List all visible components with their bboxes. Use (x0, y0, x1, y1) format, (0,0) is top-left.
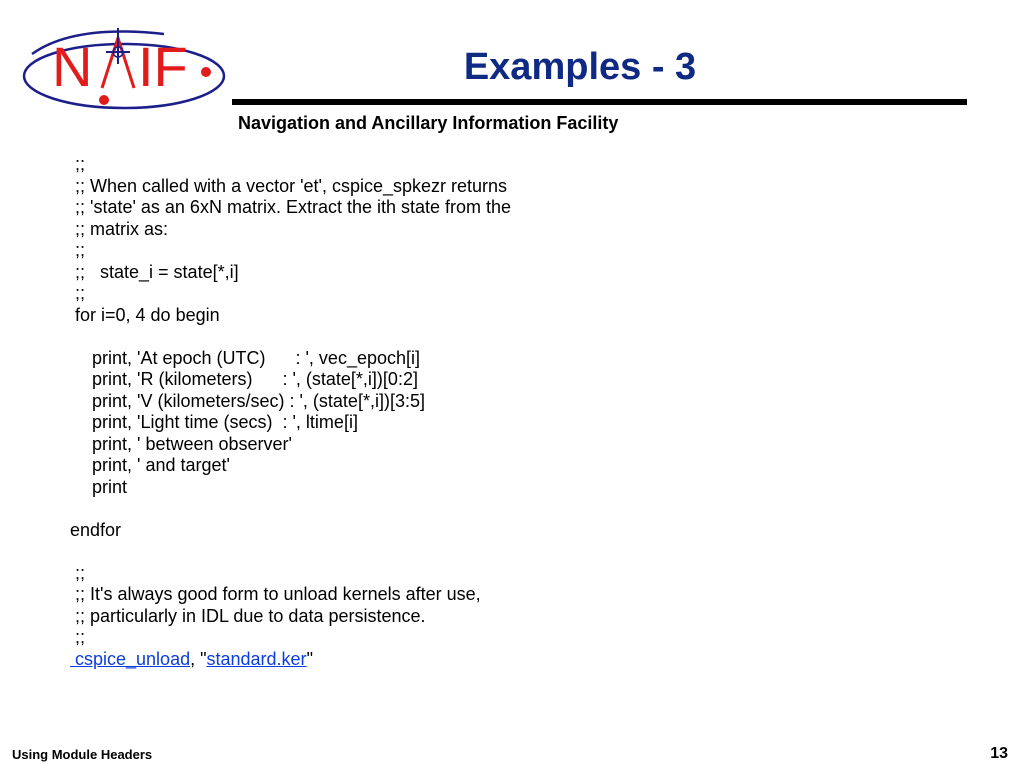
code-line: ;; (75, 154, 86, 174)
code-line-blank (0, 326, 900, 348)
code-line: for i=0, 4 do begin (75, 304, 220, 325)
logo-text-if: IF (138, 35, 188, 98)
code-end-quote: " (306, 648, 313, 669)
code-line: ;; particularly in IDL due to data persistence. (75, 605, 426, 626)
code-line: print, 'V (kilometers/sec) : ', (state[*,i])[3:5] (92, 390, 425, 411)
logo-text-n: N (52, 35, 93, 98)
code-line: ;; state_i = state[*,i] (75, 261, 239, 282)
code-line-blank (0, 541, 900, 563)
code-line: print (92, 476, 128, 497)
code-line: endfor (70, 519, 122, 540)
code-line: ;; 'state' as an 6xN matrix. Extract the ith state from the (75, 197, 512, 217)
naif-logo (14, 24, 228, 120)
code-block (0, 154, 900, 670)
title-divider (232, 99, 967, 105)
code-line: print, ' and target' (92, 455, 230, 475)
page-number: 13 (990, 745, 1008, 762)
code-line: ;; When called with a vector 'et', cspice_spkezr returns (75, 175, 508, 196)
code-line: ;; (75, 283, 86, 303)
code-line: ;; (75, 240, 86, 260)
code-line: ;; matrix as: (75, 218, 169, 239)
page-title: Examples - 3 (463, 46, 697, 88)
code-line-blank (0, 498, 900, 520)
code-line: ;; It's always good form to unload kernels after use, (75, 584, 481, 604)
footer-label: Using Module Headers (12, 747, 153, 762)
code-line-unload (0, 649, 900, 671)
cspice-unload-link[interactable]: cspice_unload (70, 648, 191, 669)
code-line: print, 'R (kilometers) : ', (state[*,i])[0:2] (92, 369, 418, 389)
code-separator: , " (190, 648, 207, 669)
code-line: ;; (75, 627, 86, 647)
code-line: ;; (75, 562, 86, 583)
subtitle: Navigation and Ancillary Information Facility (238, 113, 619, 133)
code-line: print, 'Light time (secs) : ', ltime[i] (92, 412, 358, 432)
standard-ker-link[interactable]: standard.ker (206, 648, 307, 669)
code-line: print, 'At epoch (UTC) : ', vec_epoch[i] (92, 347, 420, 368)
code-line: print, ' between observer' (92, 433, 292, 454)
